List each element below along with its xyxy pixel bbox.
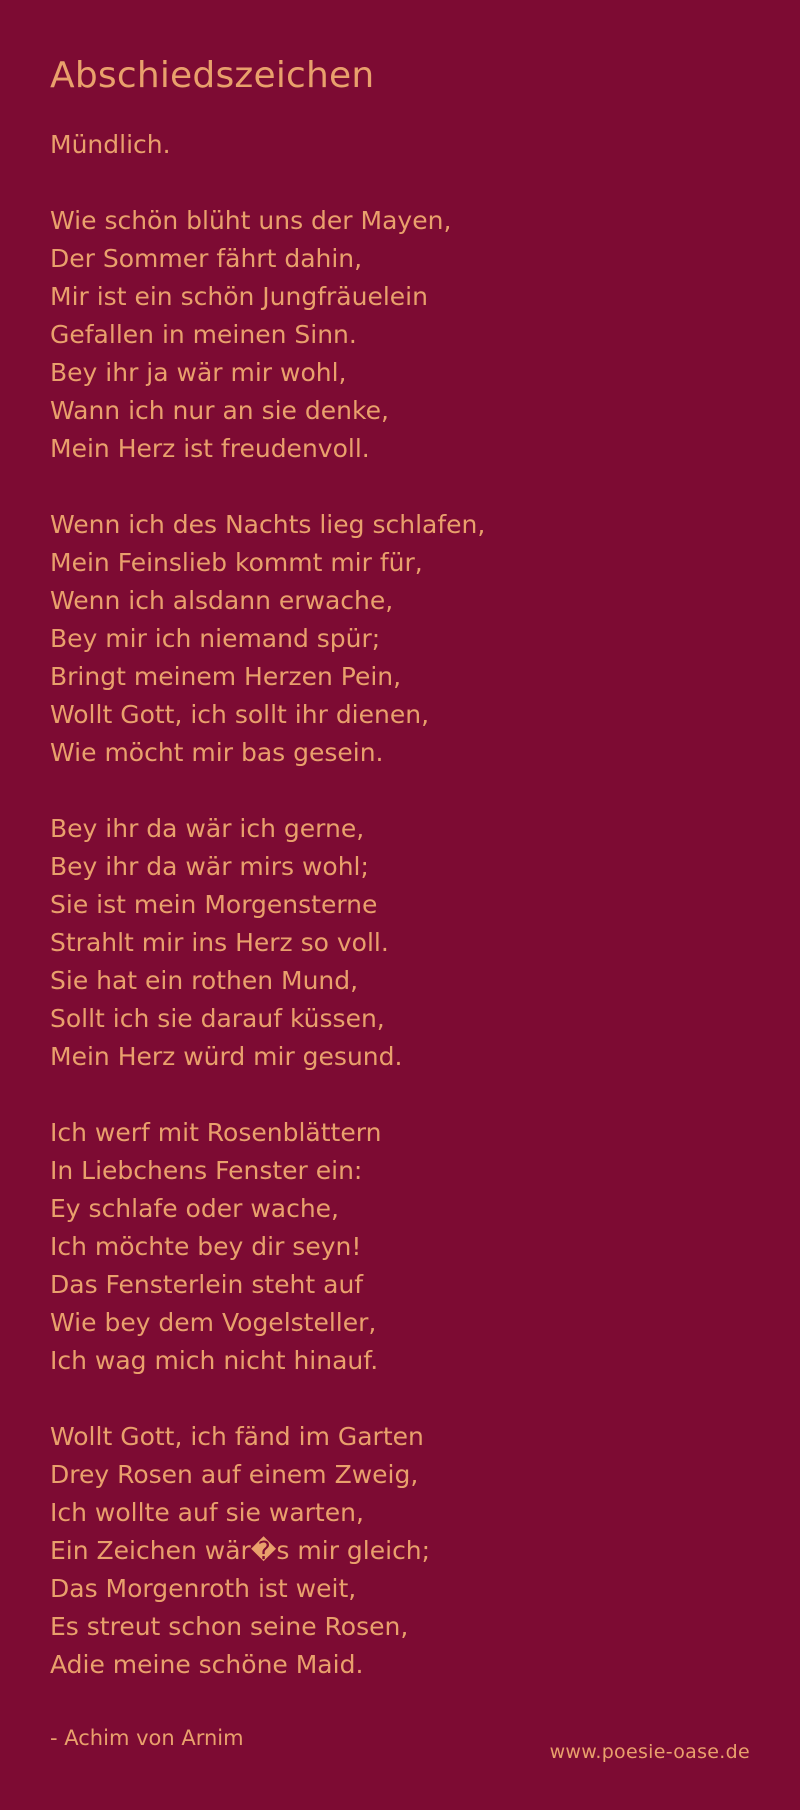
stanza-1 [50, 202, 750, 468]
poem-line: Mein Herz würd mir gesund. [50, 1042, 403, 1071]
poem-container [50, 52, 750, 1754]
poem-subtitle: Mündlich. [50, 130, 171, 159]
poem-line: Ich werf mit Rosenblättern [50, 1118, 382, 1147]
poem-line: Sollt ich sie darauf küssen, [50, 1004, 385, 1033]
poem-line: Sie ist mein Morgensterne [50, 890, 378, 919]
poem-line: Adie meine schöne Maid. [50, 1650, 364, 1679]
poem-line: Ich wag mich nicht hinauf. [50, 1346, 379, 1375]
poem-line: Wie bey dem Vogelsteller, [50, 1308, 377, 1337]
poem-line: Strahlt mir ins Herz so voll. [50, 928, 389, 957]
stanza-2 [50, 506, 750, 772]
poem-line: Bey mir ich niemand spür; [50, 624, 381, 653]
poem-line: Drey Rosen auf einem Zweig, [50, 1460, 419, 1489]
poem-line: Ey schlafe oder wache, [50, 1194, 340, 1223]
poem-line: Wollt Gott, ich sollt ihr dienen, [50, 700, 430, 729]
website-link[interactable]: www.poesie-oase.de [549, 1741, 750, 1763]
poem-line: Ein Zeichen wär�s mir gleich; [50, 1536, 431, 1565]
poem-line: Bringt meinem Herzen Pein, [50, 662, 402, 691]
poem-line: Bey ihr da wär mirs wohl; [50, 852, 369, 881]
poem-line: Wenn ich des Nachts lieg schlafen, [50, 510, 486, 539]
poem-line: Mir ist ein schön Jungfräuelein [50, 282, 428, 311]
stanza-3 [50, 810, 750, 1076]
poem-line: Das Fensterlein steht auf [50, 1270, 364, 1299]
poem-line: Mein Herz ist freudenvoll. [50, 434, 370, 463]
poem-line: Ich wollte auf sie warten, [50, 1498, 364, 1527]
poem-line: Gefallen in meinen Sinn. [50, 320, 357, 349]
poem-line: Wie möcht mir bas gesein. [50, 738, 384, 767]
poem-line: Wenn ich alsdann erwache, [50, 586, 394, 615]
poem-line: Der Sommer fährt dahin, [50, 244, 363, 273]
poem-line: In Liebchens Fenster ein: [50, 1156, 363, 1185]
poem-line: Bey ihr da wär ich gerne, [50, 814, 365, 843]
poem-line: Es streut schon seine Rosen, [50, 1612, 409, 1641]
poem-line: Ich möchte bey dir seyn! [50, 1232, 362, 1261]
poem-line: Wie schön blüht uns der Mayen, [50, 206, 452, 235]
poem-title: Abschiedszeichen [50, 55, 375, 96]
stanza-5 [50, 1418, 750, 1684]
poem-line: Wollt Gott, ich fänd im Garten [50, 1422, 424, 1451]
poem-line: Das Morgenroth ist weit, [50, 1574, 357, 1603]
poem-line: Bey ihr ja wär mir wohl, [50, 358, 347, 387]
stanza-4 [50, 1114, 750, 1380]
poem-line: Wann ich nur an sie denke, [50, 396, 389, 425]
poem-author: - Achim von Arnim [50, 1726, 244, 1750]
poem-line: Sie hat ein rothen Mund, [50, 966, 359, 995]
poem-line: Mein Feinslieb kommt mir für, [50, 548, 423, 577]
